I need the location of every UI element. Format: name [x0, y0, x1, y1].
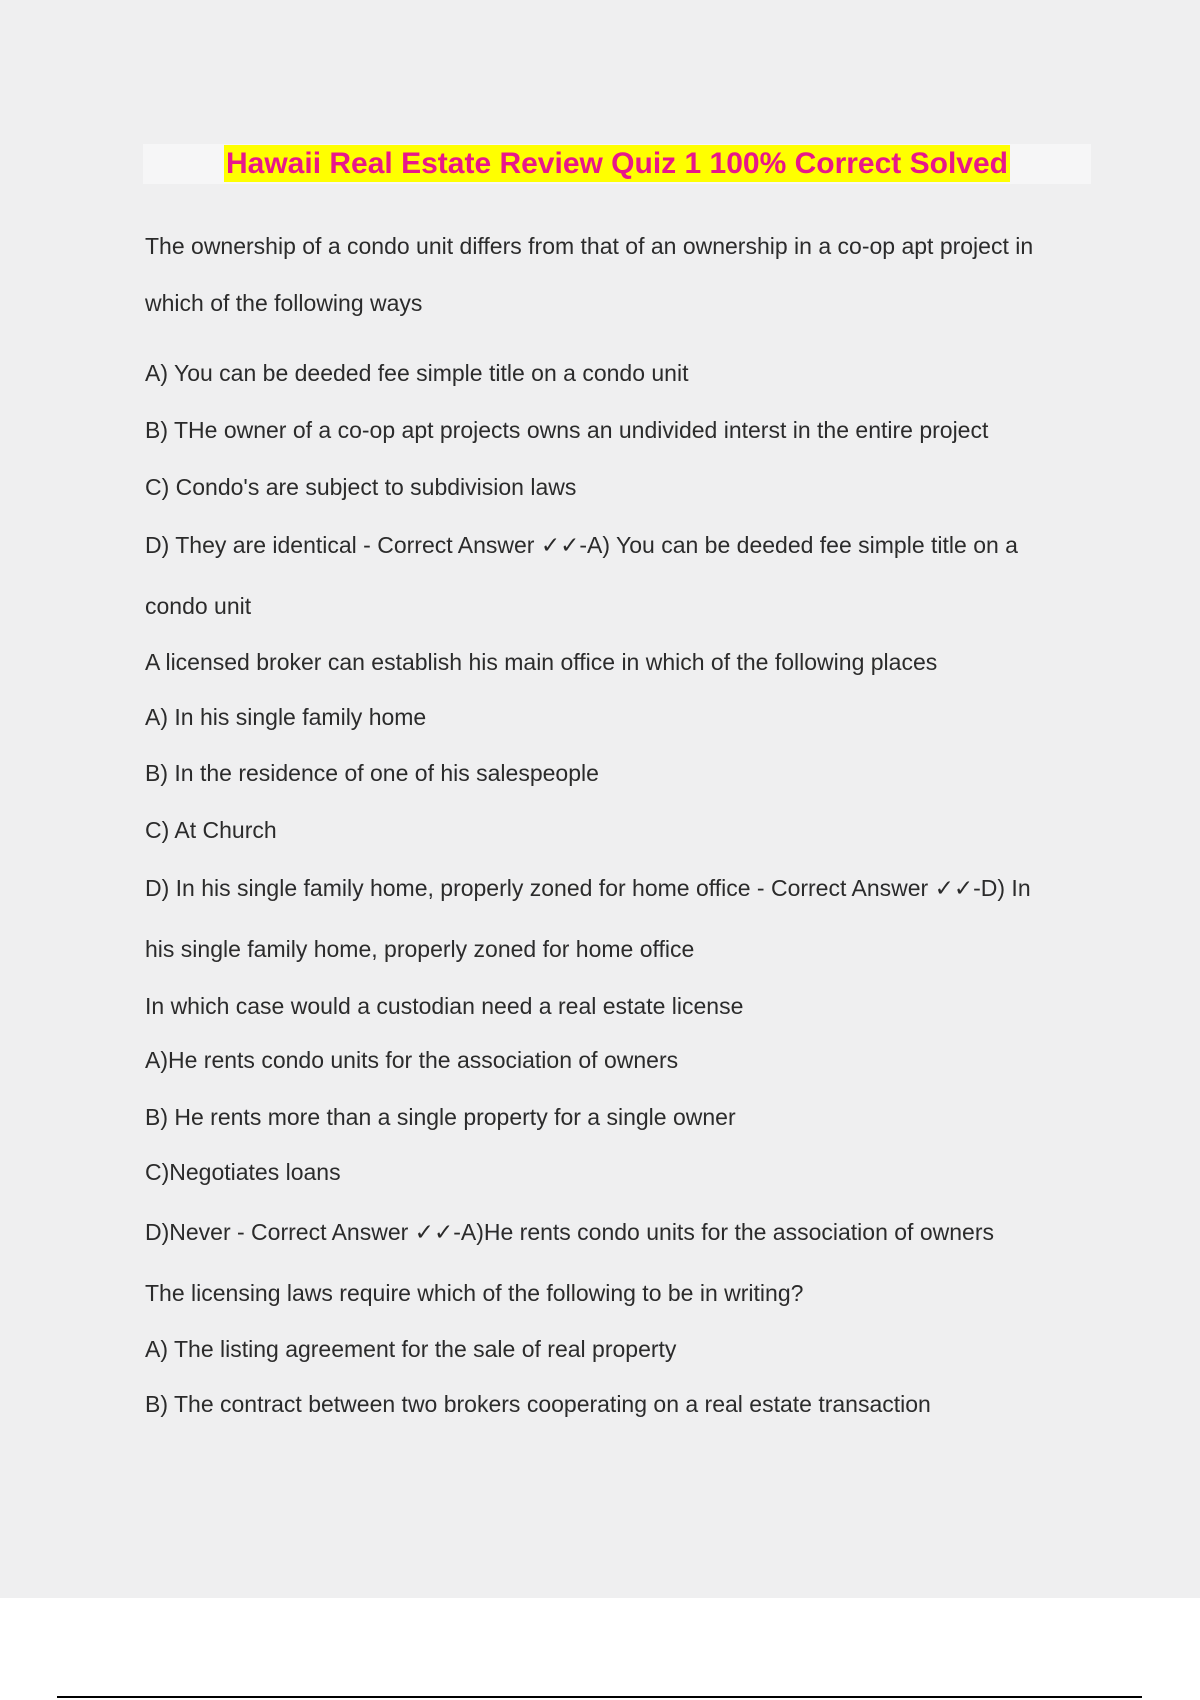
- question-3-option-d-answer: D)Never - Correct Answer ✓✓-A)He rents condo units for the association of owners: [145, 1219, 994, 1245]
- question-1-answer-continued: condo unit: [145, 593, 252, 619]
- question-3-text: In which case would a custodian need a real estate license: [145, 993, 744, 1019]
- question-2-text: A licensed broker can establish his main office in which of the following places: [145, 649, 938, 675]
- question-2-option-a: A) In his single family home: [145, 704, 427, 730]
- document-title-text: Hawaii Real Estate Review Quiz 1 100% Correct Solved: [226, 147, 1008, 180]
- question-1-text-continued: which of the following ways: [145, 290, 423, 316]
- question-2-option-b: B) In the residence of one of his salespeople: [145, 760, 599, 786]
- question-3-option-a: A)He rents condo units for the association of owners: [145, 1047, 679, 1073]
- title-band: [143, 144, 1091, 184]
- question-1-text: The ownership of a condo unit differs from that of an ownership in a co-op apt project in: [145, 233, 1034, 259]
- question-4-option-a: A) The listing agreement for the sale of real property: [145, 1336, 677, 1362]
- question-3-option-b: B) He rents more than a single property for a single owner: [145, 1104, 736, 1130]
- question-4-option-b: B) The contract between two brokers cooperating on a real estate transaction: [145, 1391, 931, 1417]
- question-3-option-c: C)Negotiates loans: [145, 1159, 341, 1185]
- document-title: [143, 144, 1091, 189]
- question-2-option-c: C) At Church: [145, 817, 277, 843]
- question-1-option-d-answer: D) They are identical - Correct Answer ✓✓-A) You can be deeded fee simple title on a: [145, 532, 1018, 558]
- footer-rule: [57, 1696, 1142, 1698]
- question-1-option-c: C) Condo's are subject to subdivision laws: [145, 474, 577, 500]
- question-2-option-d-answer: D) In his single family home, properly zoned for home office - Correct Answer ✓✓-D) In: [145, 875, 1031, 901]
- question-1-option-a: A) You can be deeded fee simple title on a condo unit: [145, 360, 689, 386]
- question-2-answer-continued: his single family home, properly zoned for home office: [145, 936, 695, 962]
- question-1-option-b: B) THe owner of a co-op apt projects owns an undivided interst in the entire project: [145, 417, 989, 443]
- question-4-text: The licensing laws require which of the following to be in writing?: [145, 1280, 804, 1306]
